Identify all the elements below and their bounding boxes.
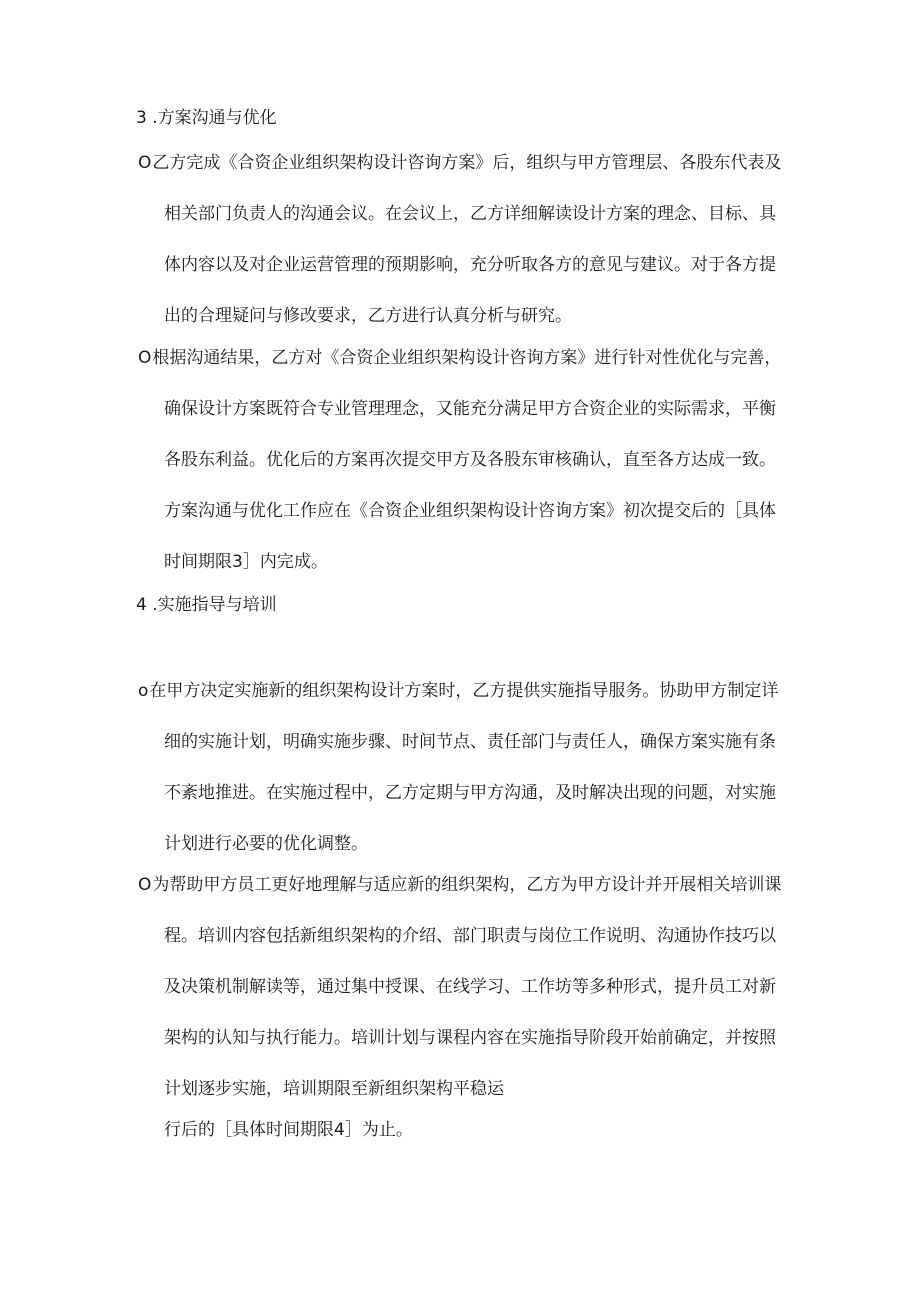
paragraph-line: 出的合理疑问与修改要求，乙方进行认真分析与研究。 <box>164 306 572 326</box>
paragraph-line <box>138 151 788 202</box>
bullet-marker: O <box>138 875 152 895</box>
bullet-marker: o <box>138 681 149 701</box>
section-heading-4: 4 .实施指导与培训 <box>136 595 277 615</box>
paragraph-line: 相关部门负责人的沟通会议。在会议上，乙方详细解读设计方案的理念、目标、具 <box>164 204 776 224</box>
paragraph-line: 架构的认知与执行能力。培训计划与课程内容在实施指导阶段开始前确定，并按照 <box>164 1028 776 1048</box>
line-text: 在甲方决定实施新的组织架构设计方案时，乙方提供实施指导服务。协助甲方制定详 <box>149 681 779 701</box>
line-text: 乙方完成《合资企业组织架构设计咨询方案》后，组织与甲方管理层、各股东代表及 <box>152 153 782 173</box>
paragraph-line: 程。培训内容包括新组织架构的介绍、部门职责与岗位工作说明、沟通协作技巧以 <box>164 926 776 946</box>
paragraph-line: 计划进行必要的优化调整。 <box>164 834 368 854</box>
paragraph-line: 计划逐步实施，培训期限至新组织架构平稳运 <box>164 1079 504 1099</box>
paragraph-line: 及决策机制解读等，通过集中授课、在线学习、工作坊等多种形式，提升员工对新 <box>164 977 776 997</box>
paragraph-3-1 <box>138 151 788 355</box>
paragraph-line: 方案沟通与优化工作应在《合资企业组织架构设计咨询方案》初次提交后的［具体 <box>164 501 776 521</box>
paragraph-line <box>138 873 788 924</box>
paragraph-4-1 <box>138 679 788 883</box>
paragraph-line: 各股东利益。优化后的方案再次提交甲方及各股东审核确认，直至各方达成一致。 <box>164 450 776 470</box>
paragraph-line: 行后的［具体时间期限4］为止。 <box>164 1120 413 1140</box>
bullet-marker: O <box>138 348 152 368</box>
bullet-marker: O <box>138 153 152 173</box>
paragraph-4-2 <box>138 873 788 1128</box>
paragraph-line: 细的实施计划，明确实施步骤、时间节点、责任部门与责任人，确保方案实施有条 <box>164 732 776 752</box>
paragraph-4-2-trailing <box>138 1118 788 1169</box>
paragraph-3-2 <box>138 346 788 601</box>
paragraph-line: 不紊地推进。在实施过程中，乙方定期与甲方沟通，及时解决出现的问题，对实施 <box>164 783 776 803</box>
line-text: 根据沟通结果，乙方对《合资企业组织架构设计咨询方案》进行针对性优化与完善， <box>152 348 782 368</box>
section-heading-3: 3 .方案沟通与优化 <box>136 108 277 128</box>
paragraph-line: 时间期限3］内完成。 <box>164 552 328 572</box>
paragraph-line <box>138 679 788 730</box>
paragraph-line: 确保设计方案既符合专业管理理念，又能充分满足甲方合资企业的实际需求，平衡 <box>164 399 776 419</box>
paragraph-line: 体内容以及对企业运营管理的预期影响，充分听取各方的意见与建议。对于各方提 <box>164 255 776 275</box>
paragraph-line <box>138 346 788 397</box>
line-text: 为帮助甲方员工更好地理解与适应新的组织架构，乙方为甲方设计并开展相关培训课 <box>152 875 782 895</box>
